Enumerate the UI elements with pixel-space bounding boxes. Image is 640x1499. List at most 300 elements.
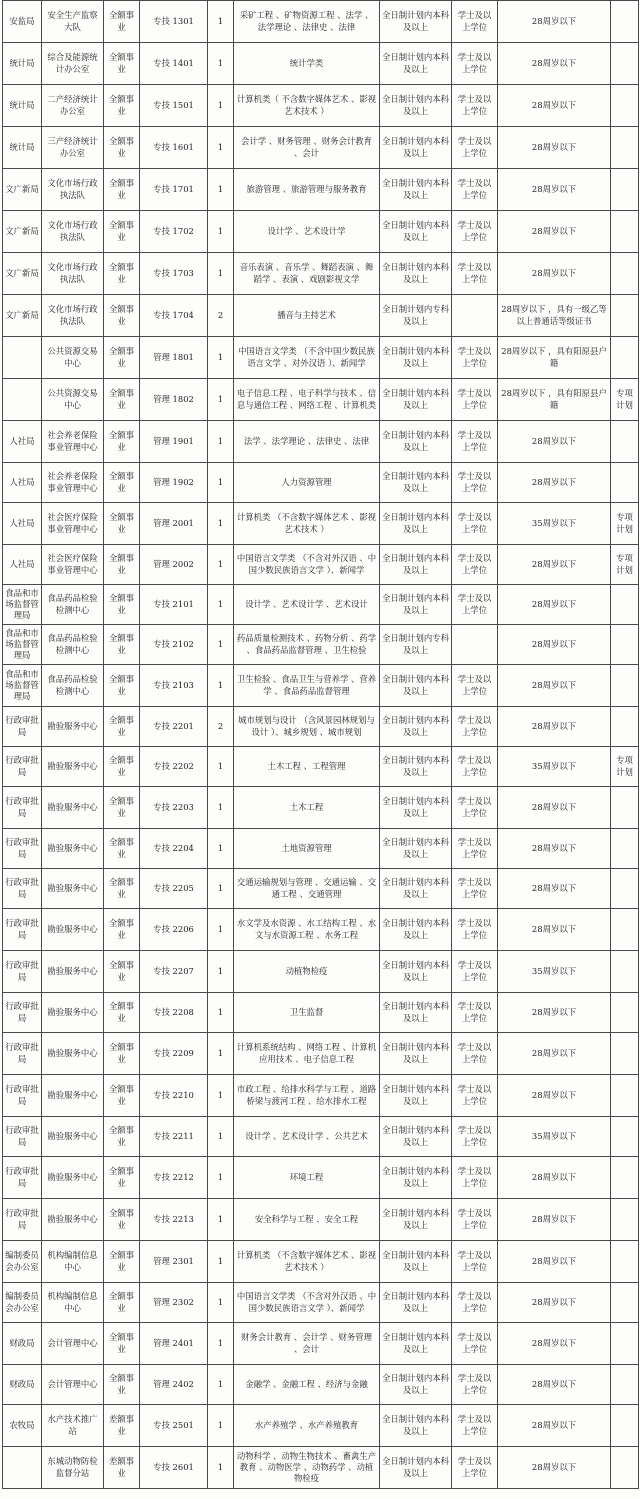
education-cell: 全日制计划内本科及以上 xyxy=(380,379,452,421)
unit-cell: 勘验服务中心 xyxy=(42,909,104,951)
major-cell: 音乐表演 、音乐学 、舞蹈表演 、舞蹈学 、表演 、戏剧影视文学 xyxy=(234,253,380,295)
major-cell: 会计学 、财务管理 、财务会计教育 、会计 xyxy=(234,127,380,169)
note-cell xyxy=(611,1199,639,1241)
funding-type-cell: 全额事业 xyxy=(104,85,140,127)
post-code-cell: 专技 1701 xyxy=(140,169,208,211)
note-cell xyxy=(611,211,639,253)
other-requirements-cell: 28周岁以下 ，具有阳原县户籍 xyxy=(498,379,611,421)
unit-cell: 社会养老保险事业管理中心 xyxy=(42,421,104,463)
table-row xyxy=(3,707,639,747)
other-requirements-cell: 28周岁以下 ，具有阳原县户籍 xyxy=(498,337,611,379)
dept-cell: 人社局 xyxy=(3,463,42,503)
education-cell: 全日制计划内本科及以上 xyxy=(380,869,452,909)
table-row xyxy=(3,1117,639,1157)
headcount-cell: 1 xyxy=(208,909,234,951)
major-cell: 水产养殖学 、水产养殖教育 xyxy=(234,1405,380,1447)
post-code-cell: 管理 1802 xyxy=(140,379,208,421)
post-code-cell: 专技 1401 xyxy=(140,43,208,85)
headcount-cell: 2 xyxy=(208,295,234,337)
funding-type-cell: 全额事业 xyxy=(104,585,140,625)
education-cell: 全日制计划内本科及以上 xyxy=(380,993,452,1033)
major-cell: 卫生监督 xyxy=(234,993,380,1033)
note-cell xyxy=(611,869,639,909)
education-cell: 全日制计划内本科及以上 xyxy=(380,1447,452,1489)
degree-cell: 学士及以上学位 xyxy=(452,379,498,421)
funding-type-cell: 全额事业 xyxy=(104,951,140,993)
major-cell: 法学 、法学理论 、法律史 、法律 xyxy=(234,421,380,463)
dept-cell: 文广新局 xyxy=(3,169,42,211)
table-row xyxy=(3,1075,639,1117)
table-row xyxy=(3,379,639,421)
post-code-cell: 专技 2209 xyxy=(140,1033,208,1075)
degree-cell: 学士及以上学位 xyxy=(452,127,498,169)
note-cell xyxy=(611,253,639,295)
job-rows xyxy=(3,1,639,1489)
degree-cell: 学士及以上学位 xyxy=(452,1447,498,1489)
note-cell xyxy=(611,43,639,85)
degree-cell: 学士及以上学位 xyxy=(452,1075,498,1117)
degree-cell: 学士及以上学位 xyxy=(452,1283,498,1323)
unit-cell: 公共资源交易中心 xyxy=(42,337,104,379)
post-code-cell: 专技 2210 xyxy=(140,1075,208,1117)
post-code-cell: 专技 2208 xyxy=(140,993,208,1033)
unit-cell: 文化市场行政执法队 xyxy=(42,211,104,253)
degree-cell: 学士及以上学位 xyxy=(452,747,498,787)
headcount-cell: 1 xyxy=(208,1323,234,1365)
note-cell xyxy=(611,1241,639,1283)
table-row xyxy=(3,463,639,503)
headcount-cell: 1 xyxy=(208,421,234,463)
post-code-cell: 专技 1501 xyxy=(140,85,208,127)
headcount-cell: 1 xyxy=(208,211,234,253)
education-cell: 全日制计划内本科及以上 xyxy=(380,1075,452,1117)
funding-type-cell: 全额事业 xyxy=(104,909,140,951)
headcount-cell: 1 xyxy=(208,253,234,295)
degree-cell: 学士及以上学位 xyxy=(452,665,498,707)
table-row xyxy=(3,625,639,665)
unit-cell: 二产经济统计办公室 xyxy=(42,85,104,127)
headcount-cell: 1 xyxy=(208,503,234,545)
table-row xyxy=(3,1033,639,1075)
major-cell: 设计学 、艺术设计学 、艺术设计 xyxy=(234,585,380,625)
dept-cell: 编制委员会办公室 xyxy=(3,1283,42,1323)
education-cell: 全日制计划内本科及以上 xyxy=(380,463,452,503)
headcount-cell: 1 xyxy=(208,169,234,211)
dept-cell: 行政审批局 xyxy=(3,951,42,993)
degree-cell: 学士及以上学位 xyxy=(452,951,498,993)
degree-cell: 学士及以上学位 xyxy=(452,463,498,503)
note-cell xyxy=(611,951,639,993)
headcount-cell: 1 xyxy=(208,379,234,421)
major-cell: 卫生检验 、食品卫生与营养学 、营养学 、食品药品监督管理 xyxy=(234,665,380,707)
funding-type-cell: 全额事业 xyxy=(104,211,140,253)
education-cell: 全日制计划内本科及以上 xyxy=(380,585,452,625)
note-cell xyxy=(611,169,639,211)
post-code-cell: 专技 2207 xyxy=(140,951,208,993)
post-code-cell: 管理 2001 xyxy=(140,503,208,545)
table-row xyxy=(3,665,639,707)
education-cell: 全日制计划内本科及以上 xyxy=(380,1241,452,1283)
funding-type-cell: 全额事业 xyxy=(104,829,140,869)
note-cell xyxy=(611,993,639,1033)
funding-type-cell: 差额事业 xyxy=(104,1447,140,1489)
other-requirements-cell: 28周岁以下 xyxy=(498,993,611,1033)
education-cell: 全日制计划内本科及以上 xyxy=(380,1405,452,1447)
dept-cell: 文广新局 xyxy=(3,211,42,253)
table-row xyxy=(3,829,639,869)
education-cell: 全日制计划内本科及以上 xyxy=(380,503,452,545)
unit-cell: 食品药品检验检测中心 xyxy=(42,625,104,665)
post-code-cell: 专技 2201 xyxy=(140,707,208,747)
major-cell: 设计学 、艺术设计学 xyxy=(234,211,380,253)
headcount-cell: 1 xyxy=(208,747,234,787)
other-requirements-cell: 28周岁以下 xyxy=(498,1033,611,1075)
note-cell xyxy=(611,1075,639,1117)
funding-type-cell: 全额事业 xyxy=(104,665,140,707)
education-cell: 全日制计划内本科及以上 xyxy=(380,665,452,707)
unit-cell: 东城动物防检监督分站 xyxy=(42,1447,104,1489)
headcount-cell: 1 xyxy=(208,1283,234,1323)
other-requirements-cell: 28周岁以下 xyxy=(498,1447,611,1489)
dept-cell: 行政审批局 xyxy=(3,993,42,1033)
funding-type-cell: 全额事业 xyxy=(104,1157,140,1199)
degree-cell: 学士及以上学位 xyxy=(452,787,498,829)
unit-cell: 综合及能源统计办公室 xyxy=(42,43,104,85)
table-row xyxy=(3,1283,639,1323)
dept-cell: 行政审批局 xyxy=(3,829,42,869)
major-cell: 土木工程 xyxy=(234,787,380,829)
degree-cell: 学士及以上学位 xyxy=(452,1405,498,1447)
dept-cell: 财政局 xyxy=(3,1365,42,1405)
post-code-cell: 专技 1601 xyxy=(140,127,208,169)
major-cell: 安全科学与工程 、安全工程 xyxy=(234,1199,380,1241)
post-code-cell: 专技 2103 xyxy=(140,665,208,707)
unit-cell: 会计管理中心 xyxy=(42,1365,104,1405)
education-cell: 全日制计划内本科及以上 xyxy=(380,253,452,295)
table-row xyxy=(3,909,639,951)
dept-cell xyxy=(3,1447,42,1489)
headcount-cell: 1 xyxy=(208,585,234,625)
post-code-cell: 管理 2301 xyxy=(140,1241,208,1283)
table-row xyxy=(3,869,639,909)
unit-cell: 机构编制信息中心 xyxy=(42,1241,104,1283)
education-cell: 全日制计划内本科及以上 xyxy=(380,1157,452,1199)
dept-cell: 食品和市场监督管理局 xyxy=(3,625,42,665)
dept-cell xyxy=(3,337,42,379)
headcount-cell: 1 xyxy=(208,951,234,993)
funding-type-cell: 全额事业 xyxy=(104,747,140,787)
headcount-cell: 1 xyxy=(208,463,234,503)
major-cell: 计算机类（ 不含数字媒体艺术 、影视艺术技术 ） xyxy=(234,85,380,127)
unit-cell: 勘验服务中心 xyxy=(42,787,104,829)
major-cell: 旅游管理 、旅游管理与服务教育 xyxy=(234,169,380,211)
headcount-cell: 1 xyxy=(208,1241,234,1283)
headcount-cell: 1 xyxy=(208,1365,234,1405)
major-cell: 电子信息工程 、电子科学与技术 、信息与通信工程 、网络工程 、计算机类 xyxy=(234,379,380,421)
degree-cell: 学士及以上学位 xyxy=(452,421,498,463)
degree-cell: 学士及以上学位 xyxy=(452,585,498,625)
note-cell: 专项计划 xyxy=(611,747,639,787)
note-cell xyxy=(611,625,639,665)
education-cell: 全日制计划内本科及以上 xyxy=(380,127,452,169)
other-requirements-cell: 28周岁以下 xyxy=(498,1323,611,1365)
funding-type-cell: 全额事业 xyxy=(104,253,140,295)
degree-cell: 学士及以上学位 xyxy=(452,545,498,585)
dept-cell: 编制委员会办公室 xyxy=(3,1241,42,1283)
table-row xyxy=(3,85,639,127)
table-row xyxy=(3,211,639,253)
unit-cell: 安全生产监察大队 xyxy=(42,1,104,43)
post-code-cell: 专技 2206 xyxy=(140,909,208,951)
education-cell: 全日制计划内本科及以上 xyxy=(380,1,452,43)
funding-type-cell: 全额事业 xyxy=(104,1117,140,1157)
note-cell xyxy=(611,1117,639,1157)
unit-cell: 勘验服务中心 xyxy=(42,747,104,787)
note-cell xyxy=(611,421,639,463)
major-cell: 城市规划与设计 （含风景园林规划与设计 ）、城乡规划 、城市规划 xyxy=(234,707,380,747)
education-cell: 全日制计划内专科及以上 xyxy=(380,625,452,665)
major-cell: 财务会计教育 、会计学 、财务管理 、会计 xyxy=(234,1323,380,1365)
major-cell: 中国语言文学类 （不含中国少数民族语言文学 、对外汉语 ）、新闻学 xyxy=(234,337,380,379)
major-cell: 计算机系统结构 、网络工程 、计算机应用技术 、电子信息工程 xyxy=(234,1033,380,1075)
post-code-cell: 专技 1702 xyxy=(140,211,208,253)
funding-type-cell: 全额事业 xyxy=(104,295,140,337)
education-cell: 全日制计划内本科及以上 xyxy=(380,169,452,211)
unit-cell: 勘验服务中心 xyxy=(42,829,104,869)
post-code-cell: 专技 1703 xyxy=(140,253,208,295)
unit-cell: 公共资源交易中心 xyxy=(42,379,104,421)
dept-cell: 行政审批局 xyxy=(3,787,42,829)
degree-cell: 学士及以上学位 xyxy=(452,1033,498,1075)
table-row xyxy=(3,747,639,787)
unit-cell: 三产经济统计办公室 xyxy=(42,127,104,169)
education-cell: 全日制计划内本科及以上 xyxy=(380,1199,452,1241)
funding-type-cell: 全额事业 xyxy=(104,379,140,421)
post-code-cell: 管理 2002 xyxy=(140,545,208,585)
post-code-cell: 管理 2401 xyxy=(140,1323,208,1365)
funding-type-cell: 全额事业 xyxy=(104,707,140,747)
headcount-cell: 1 xyxy=(208,993,234,1033)
education-cell: 全日制计划内本科及以上 xyxy=(380,85,452,127)
dept-cell: 统计局 xyxy=(3,85,42,127)
other-requirements-cell: 28周岁以下 xyxy=(498,43,611,85)
education-cell: 全日制计划内本科及以上 xyxy=(380,1323,452,1365)
post-code-cell: 专技 2213 xyxy=(140,1199,208,1241)
post-code-cell: 管理 2302 xyxy=(140,1283,208,1323)
dept-cell: 行政审批局 xyxy=(3,1075,42,1117)
degree-cell: 学士及以上学位 xyxy=(452,1323,498,1365)
unit-cell: 勘验服务中心 xyxy=(42,1033,104,1075)
funding-type-cell: 全额事业 xyxy=(104,1365,140,1405)
post-code-cell: 管理 1902 xyxy=(140,463,208,503)
unit-cell: 会计管理中心 xyxy=(42,1323,104,1365)
funding-type-cell: 全额事业 xyxy=(104,869,140,909)
education-cell: 全日制计划内本科及以上 xyxy=(380,1365,452,1405)
headcount-cell: 1 xyxy=(208,625,234,665)
major-cell: 动物科学 、动物生物技术 、畜禽生产教育 、动物医学 、动物药学 、动植物检疫 xyxy=(234,1447,380,1489)
note-cell xyxy=(611,1447,639,1489)
table-row xyxy=(3,1157,639,1199)
funding-type-cell: 全额事业 xyxy=(104,463,140,503)
note-cell xyxy=(611,337,639,379)
headcount-cell: 1 xyxy=(208,1033,234,1075)
education-cell: 全日制计划内本科及以上 xyxy=(380,337,452,379)
dept-cell: 农牧局 xyxy=(3,1405,42,1447)
unit-cell: 社会养老保险事业管理中心 xyxy=(42,463,104,503)
headcount-cell: 1 xyxy=(208,545,234,585)
other-requirements-cell: 28周岁以下 xyxy=(498,211,611,253)
post-code-cell: 专技 1704 xyxy=(140,295,208,337)
other-requirements-cell: 35周岁以下 xyxy=(498,1117,611,1157)
other-requirements-cell: 28周岁以下 xyxy=(498,421,611,463)
major-cell: 土地资源管理 xyxy=(234,829,380,869)
degree-cell xyxy=(452,295,498,337)
other-requirements-cell: 28周岁以下 ，具有一级乙等以上普通话等级证书 xyxy=(498,295,611,337)
table-row xyxy=(3,545,639,585)
headcount-cell: 1 xyxy=(208,1199,234,1241)
funding-type-cell: 全额事业 xyxy=(104,421,140,463)
post-code-cell: 专技 2204 xyxy=(140,829,208,869)
major-cell: 金融学 、金融工程 、经济与金融 xyxy=(234,1365,380,1405)
dept-cell: 文广新局 xyxy=(3,295,42,337)
dept-cell: 行政审批局 xyxy=(3,1157,42,1199)
post-code-cell: 专技 2202 xyxy=(140,747,208,787)
major-cell: 采矿工程 、矿物资源工程 、法学 、法学理论 、法律史 、法律 xyxy=(234,1,380,43)
dept-cell: 行政审批局 xyxy=(3,1199,42,1241)
other-requirements-cell: 28周岁以下 xyxy=(498,169,611,211)
table-row xyxy=(3,993,639,1033)
funding-type-cell: 全额事业 xyxy=(104,1323,140,1365)
degree-cell: 学士及以上学位 xyxy=(452,909,498,951)
major-cell: 统计学类 xyxy=(234,43,380,85)
note-cell: 专项计划 xyxy=(611,379,639,421)
note-cell xyxy=(611,1405,639,1447)
degree-cell: 学士及以上学位 xyxy=(452,829,498,869)
degree-cell: 学士及以上学位 xyxy=(452,993,498,1033)
other-requirements-cell: 28周岁以下 xyxy=(498,829,611,869)
dept-cell: 行政审批局 xyxy=(3,909,42,951)
note-cell xyxy=(611,127,639,169)
dept-cell: 财政局 xyxy=(3,1323,42,1365)
unit-cell: 机构编制信息中心 xyxy=(42,1283,104,1323)
unit-cell: 勘验服务中心 xyxy=(42,993,104,1033)
note-cell xyxy=(611,787,639,829)
dept-cell: 人社局 xyxy=(3,545,42,585)
headcount-cell: 1 xyxy=(208,869,234,909)
headcount-cell: 1 xyxy=(208,337,234,379)
post-code-cell: 专技 2212 xyxy=(140,1157,208,1199)
note-cell xyxy=(611,1,639,43)
headcount-cell: 1 xyxy=(208,43,234,85)
other-requirements-cell: 35周岁以下 xyxy=(498,951,611,993)
other-requirements-cell: 28周岁以下 xyxy=(498,1241,611,1283)
other-requirements-cell: 28周岁以下 xyxy=(498,909,611,951)
major-cell: 环境工程 xyxy=(234,1157,380,1199)
degree-cell: 学士及以上学位 xyxy=(452,85,498,127)
headcount-cell: 1 xyxy=(208,1405,234,1447)
post-code-cell: 管理 1901 xyxy=(140,421,208,463)
headcount-cell: 1 xyxy=(208,1117,234,1157)
other-requirements-cell: 28周岁以下 xyxy=(498,1199,611,1241)
table-row xyxy=(3,1199,639,1241)
other-requirements-cell: 28周岁以下 xyxy=(498,463,611,503)
other-requirements-cell: 28周岁以下 xyxy=(498,869,611,909)
degree-cell: 学士及以上学位 xyxy=(452,211,498,253)
degree-cell: 学士及以上学位 xyxy=(452,169,498,211)
table-row xyxy=(3,1405,639,1447)
dept-cell: 人社局 xyxy=(3,421,42,463)
unit-cell: 勘验服务中心 xyxy=(42,1075,104,1117)
headcount-cell: 1 xyxy=(208,665,234,707)
table-row xyxy=(3,169,639,211)
unit-cell: 勘验服务中心 xyxy=(42,1117,104,1157)
funding-type-cell: 全额事业 xyxy=(104,169,140,211)
unit-cell: 食品药品检验检测中心 xyxy=(42,585,104,625)
table-row xyxy=(3,585,639,625)
education-cell: 全日制计划内本科及以上 xyxy=(380,421,452,463)
headcount-cell: 1 xyxy=(208,85,234,127)
note-cell: 专项计划 xyxy=(611,545,639,585)
major-cell: 计算机类 （不含数字媒体艺术 、影视艺术技术 ） xyxy=(234,503,380,545)
dept-cell: 行政审批局 xyxy=(3,1117,42,1157)
table-row xyxy=(3,295,639,337)
unit-cell: 勘验服务中心 xyxy=(42,1157,104,1199)
headcount-cell: 2 xyxy=(208,707,234,747)
other-requirements-cell: 28周岁以下 xyxy=(498,1283,611,1323)
table-row xyxy=(3,951,639,993)
degree-cell: 学士及以上学位 xyxy=(452,503,498,545)
table-row xyxy=(3,1323,639,1365)
table-row xyxy=(3,787,639,829)
other-requirements-cell: 28周岁以下 xyxy=(498,585,611,625)
degree-cell xyxy=(452,625,498,665)
other-requirements-cell: 28周岁以下 xyxy=(498,85,611,127)
education-cell: 全日制计划内本科及以上 xyxy=(380,43,452,85)
note-cell xyxy=(611,665,639,707)
table-row xyxy=(3,337,639,379)
unit-cell: 水产技术推广站 xyxy=(42,1405,104,1447)
degree-cell: 学士及以上学位 xyxy=(452,1157,498,1199)
funding-type-cell: 全额事业 xyxy=(104,337,140,379)
other-requirements-cell: 28周岁以下 xyxy=(498,707,611,747)
funding-type-cell: 全额事业 xyxy=(104,1,140,43)
headcount-cell: 1 xyxy=(208,1075,234,1117)
table-row xyxy=(3,1447,639,1489)
funding-type-cell: 差额事业 xyxy=(104,1405,140,1447)
headcount-cell: 1 xyxy=(208,787,234,829)
unit-cell: 社会医疗保险事业管理中心 xyxy=(42,545,104,585)
note-cell xyxy=(611,829,639,869)
major-cell: 设计学 、艺术设计学 、公共艺术 xyxy=(234,1117,380,1157)
note-cell xyxy=(611,463,639,503)
headcount-cell: 1 xyxy=(208,1447,234,1489)
dept-cell: 统计局 xyxy=(3,43,42,85)
other-requirements-cell: 28周岁以下 xyxy=(498,1365,611,1405)
education-cell: 全日制计划内本科及以上 xyxy=(380,909,452,951)
degree-cell: 学士及以上学位 xyxy=(452,43,498,85)
education-cell: 全日制计划内本科及以上 xyxy=(380,747,452,787)
note-cell xyxy=(611,1033,639,1075)
note-cell: 专项计划 xyxy=(611,503,639,545)
degree-cell: 学士及以上学位 xyxy=(452,869,498,909)
funding-type-cell: 全额事业 xyxy=(104,1283,140,1323)
table-row xyxy=(3,1,639,43)
note-cell xyxy=(611,1323,639,1365)
major-cell: 交通运输规划与管理 、交通运输 、交通工程 、交通管理 xyxy=(234,869,380,909)
post-code-cell: 专技 2601 xyxy=(140,1447,208,1489)
dept-cell: 行政审批局 xyxy=(3,1033,42,1075)
note-cell xyxy=(611,1283,639,1323)
